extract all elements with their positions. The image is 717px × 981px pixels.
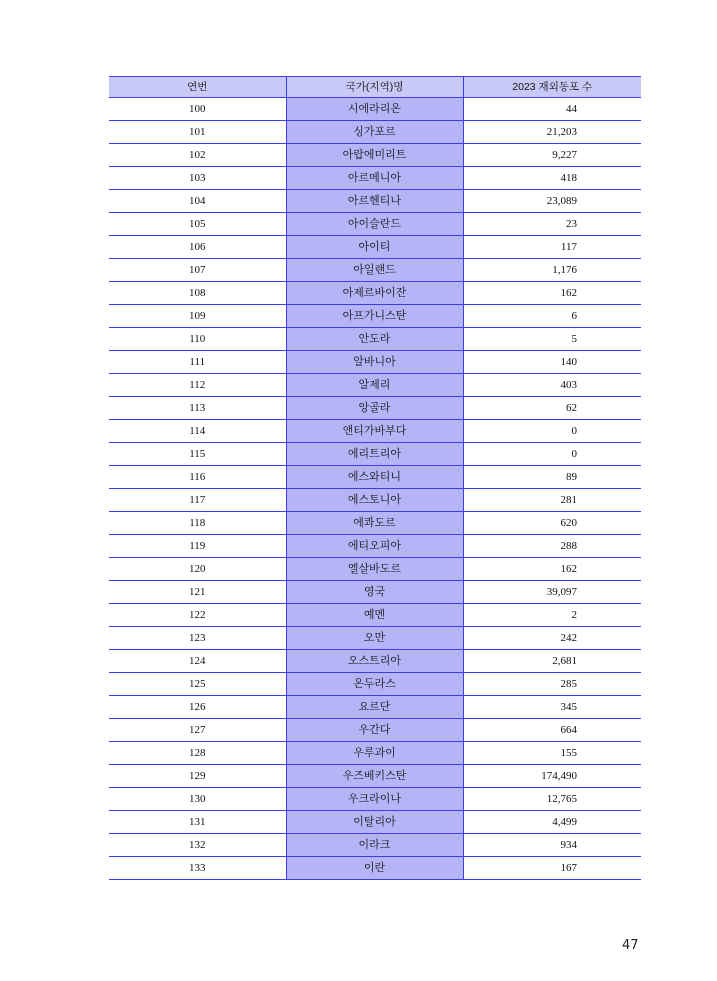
country-name-cell: 싱가포르 bbox=[286, 121, 463, 144]
table-row bbox=[109, 857, 641, 880]
serial-number-cell: 111 bbox=[109, 351, 286, 374]
diaspora-count-cell: 2,681 bbox=[463, 650, 641, 673]
table-body bbox=[109, 98, 641, 880]
serial-number-cell: 120 bbox=[109, 558, 286, 581]
diaspora-count-cell: 12,765 bbox=[463, 788, 641, 811]
country-name-cell: 에콰도르 bbox=[286, 512, 463, 535]
diaspora-count-cell: 1,176 bbox=[463, 259, 641, 282]
country-name-cell: 아프가니스탄 bbox=[286, 305, 463, 328]
country-name-cell: 요르단 bbox=[286, 696, 463, 719]
country-name-cell: 오스트리아 bbox=[286, 650, 463, 673]
header-country: 국가(지역)명 bbox=[286, 77, 463, 98]
serial-number-cell: 127 bbox=[109, 719, 286, 742]
diaspora-count-cell: 934 bbox=[463, 834, 641, 857]
table-row bbox=[109, 788, 641, 811]
table-row bbox=[109, 98, 641, 121]
table-row bbox=[109, 604, 641, 627]
serial-number-cell: 121 bbox=[109, 581, 286, 604]
country-name-cell: 아르메니아 bbox=[286, 167, 463, 190]
serial-number-cell: 116 bbox=[109, 466, 286, 489]
serial-number-cell: 107 bbox=[109, 259, 286, 282]
diaspora-count-cell: 117 bbox=[463, 236, 641, 259]
table-row bbox=[109, 466, 641, 489]
serial-number-cell: 124 bbox=[109, 650, 286, 673]
diaspora-count-cell: 23,089 bbox=[463, 190, 641, 213]
country-name-cell: 에스와티니 bbox=[286, 466, 463, 489]
country-name-cell: 아랍에미리트 bbox=[286, 144, 463, 167]
diaspora-count-cell: 62 bbox=[463, 397, 641, 420]
table-row bbox=[109, 512, 641, 535]
table-row bbox=[109, 673, 641, 696]
diaspora-count-cell: 89 bbox=[463, 466, 641, 489]
diaspora-count-cell: 664 bbox=[463, 719, 641, 742]
country-name-cell: 이라크 bbox=[286, 834, 463, 857]
table-row bbox=[109, 719, 641, 742]
country-name-cell: 앤티가바부다 bbox=[286, 420, 463, 443]
serial-number-cell: 129 bbox=[109, 765, 286, 788]
serial-number-cell: 102 bbox=[109, 144, 286, 167]
diaspora-table bbox=[109, 76, 641, 880]
table-row bbox=[109, 144, 641, 167]
country-name-cell: 우크라이나 bbox=[286, 788, 463, 811]
serial-number-cell: 101 bbox=[109, 121, 286, 144]
table-row bbox=[109, 650, 641, 673]
country-name-cell: 우즈베키스탄 bbox=[286, 765, 463, 788]
diaspora-count-cell: 9,227 bbox=[463, 144, 641, 167]
serial-number-cell: 108 bbox=[109, 282, 286, 305]
serial-number-cell: 109 bbox=[109, 305, 286, 328]
table-row bbox=[109, 351, 641, 374]
table-row bbox=[109, 397, 641, 420]
serial-number-cell: 105 bbox=[109, 213, 286, 236]
serial-number-cell: 117 bbox=[109, 489, 286, 512]
country-name-cell: 엘살바도르 bbox=[286, 558, 463, 581]
serial-number-cell: 115 bbox=[109, 443, 286, 466]
table-row bbox=[109, 627, 641, 650]
serial-number-cell: 103 bbox=[109, 167, 286, 190]
table-row bbox=[109, 121, 641, 144]
diaspora-count-cell: 620 bbox=[463, 512, 641, 535]
table-row bbox=[109, 535, 641, 558]
table-row bbox=[109, 742, 641, 765]
table-row bbox=[109, 213, 641, 236]
page-number: 47 bbox=[622, 938, 639, 953]
table-row bbox=[109, 282, 641, 305]
diaspora-count-cell: 285 bbox=[463, 673, 641, 696]
serial-number-cell: 131 bbox=[109, 811, 286, 834]
table-row bbox=[109, 305, 641, 328]
table-header bbox=[109, 77, 641, 98]
diaspora-count-cell: 39,097 bbox=[463, 581, 641, 604]
serial-number-cell: 106 bbox=[109, 236, 286, 259]
header-count: 2023 재외동포 수 bbox=[463, 77, 641, 98]
country-name-cell: 아르헨티나 bbox=[286, 190, 463, 213]
serial-number-cell: 130 bbox=[109, 788, 286, 811]
serial-number-cell: 119 bbox=[109, 535, 286, 558]
serial-number-cell: 128 bbox=[109, 742, 286, 765]
diaspora-count-cell: 5 bbox=[463, 328, 641, 351]
diaspora-count-cell: 403 bbox=[463, 374, 641, 397]
serial-number-cell: 110 bbox=[109, 328, 286, 351]
country-name-cell: 시에라리온 bbox=[286, 98, 463, 121]
diaspora-count-cell: 4,499 bbox=[463, 811, 641, 834]
country-name-cell: 에리트리아 bbox=[286, 443, 463, 466]
table-row bbox=[109, 581, 641, 604]
country-name-cell: 아이슬란드 bbox=[286, 213, 463, 236]
country-name-cell: 알바니아 bbox=[286, 351, 463, 374]
table-row bbox=[109, 811, 641, 834]
country-name-cell: 아이티 bbox=[286, 236, 463, 259]
diaspora-count-cell: 162 bbox=[463, 282, 641, 305]
country-name-cell: 우간다 bbox=[286, 719, 463, 742]
table-row bbox=[109, 259, 641, 282]
diaspora-count-cell: 140 bbox=[463, 351, 641, 374]
table-row bbox=[109, 374, 641, 397]
diaspora-count-cell: 167 bbox=[463, 857, 641, 880]
serial-number-cell: 100 bbox=[109, 98, 286, 121]
table-row bbox=[109, 765, 641, 788]
country-name-cell: 알제리 bbox=[286, 374, 463, 397]
diaspora-count-cell: 174,490 bbox=[463, 765, 641, 788]
diaspora-count-cell: 162 bbox=[463, 558, 641, 581]
header-serial: 연번 bbox=[109, 77, 286, 98]
country-name-cell: 앙골라 bbox=[286, 397, 463, 420]
serial-number-cell: 125 bbox=[109, 673, 286, 696]
diaspora-count-cell: 242 bbox=[463, 627, 641, 650]
table-row bbox=[109, 420, 641, 443]
diaspora-count-cell: 281 bbox=[463, 489, 641, 512]
serial-number-cell: 112 bbox=[109, 374, 286, 397]
serial-number-cell: 126 bbox=[109, 696, 286, 719]
table-row bbox=[109, 167, 641, 190]
diaspora-count-cell: 345 bbox=[463, 696, 641, 719]
country-name-cell: 이탈리아 bbox=[286, 811, 463, 834]
table-row bbox=[109, 696, 641, 719]
table-row bbox=[109, 443, 641, 466]
diaspora-count-cell: 155 bbox=[463, 742, 641, 765]
serial-number-cell: 123 bbox=[109, 627, 286, 650]
country-name-cell: 영국 bbox=[286, 581, 463, 604]
diaspora-count-cell: 288 bbox=[463, 535, 641, 558]
serial-number-cell: 122 bbox=[109, 604, 286, 627]
serial-number-cell: 118 bbox=[109, 512, 286, 535]
diaspora-count-cell: 2 bbox=[463, 604, 641, 627]
serial-number-cell: 132 bbox=[109, 834, 286, 857]
country-name-cell: 안도라 bbox=[286, 328, 463, 351]
table-row bbox=[109, 489, 641, 512]
table-row bbox=[109, 328, 641, 351]
country-name-cell: 에스토니아 bbox=[286, 489, 463, 512]
diaspora-count-cell: 44 bbox=[463, 98, 641, 121]
header-row bbox=[109, 77, 641, 98]
serial-number-cell: 133 bbox=[109, 857, 286, 880]
table-row bbox=[109, 190, 641, 213]
diaspora-count-cell: 418 bbox=[463, 167, 641, 190]
country-name-cell: 아일랜드 bbox=[286, 259, 463, 282]
country-name-cell: 아제르바이잔 bbox=[286, 282, 463, 305]
country-name-cell: 에티오피아 bbox=[286, 535, 463, 558]
diaspora-count-cell: 23 bbox=[463, 213, 641, 236]
country-name-cell: 온두라스 bbox=[286, 673, 463, 696]
serial-number-cell: 114 bbox=[109, 420, 286, 443]
table-row bbox=[109, 236, 641, 259]
diaspora-count-cell: 0 bbox=[463, 443, 641, 466]
table-row bbox=[109, 558, 641, 581]
serial-number-cell: 104 bbox=[109, 190, 286, 213]
country-name-cell: 예멘 bbox=[286, 604, 463, 627]
serial-number-cell: 113 bbox=[109, 397, 286, 420]
diaspora-count-cell: 21,203 bbox=[463, 121, 641, 144]
table-row bbox=[109, 834, 641, 857]
country-name-cell: 이란 bbox=[286, 857, 463, 880]
diaspora-count-cell: 0 bbox=[463, 420, 641, 443]
country-name-cell: 우루과이 bbox=[286, 742, 463, 765]
country-name-cell: 오만 bbox=[286, 627, 463, 650]
diaspora-count-cell: 6 bbox=[463, 305, 641, 328]
